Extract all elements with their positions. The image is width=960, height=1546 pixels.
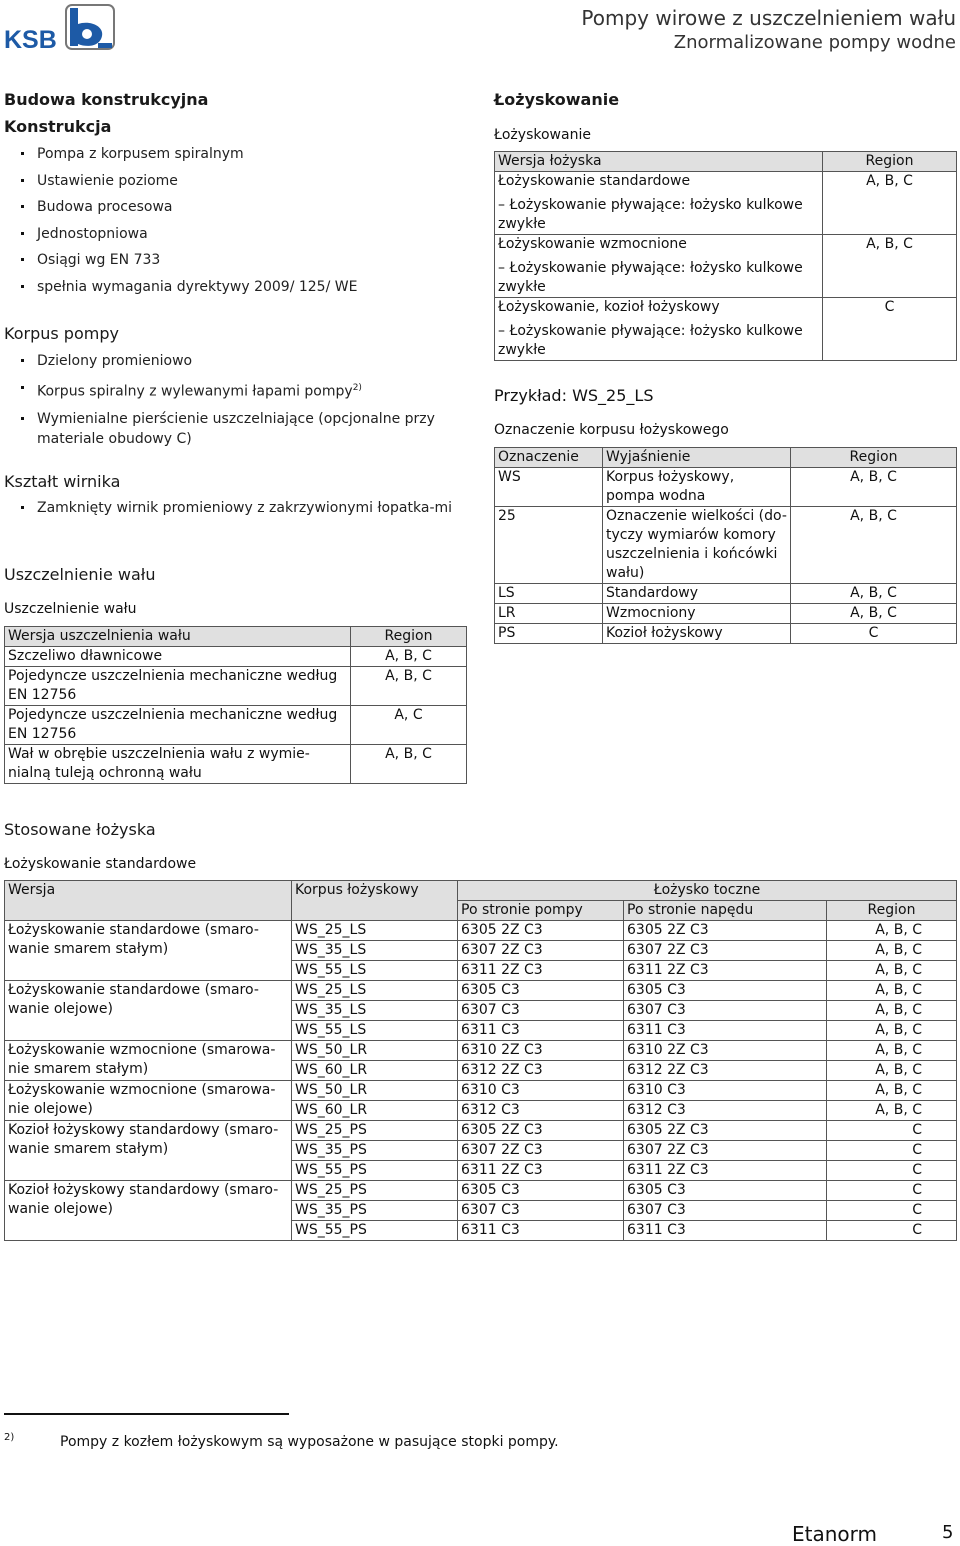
housing-table-label: Oznaczenie korpusu łożyskowego <box>494 422 729 438</box>
table-cell: C <box>827 1141 957 1161</box>
housing-designation-table <box>494 447 957 644</box>
shaft-seal-table <box>4 626 467 784</box>
table-cell: A, B, C <box>791 468 957 507</box>
table-cell: WS_35_PS <box>292 1141 458 1161</box>
column-header: Region <box>827 901 957 921</box>
table-cell: 6312 C3 <box>458 1101 624 1121</box>
table-cell: Oznaczenie wielkości (do-tyczy wymiarów komory uszczelnienia i końcówki wału) <box>603 507 791 584</box>
product-brand: Etanorm <box>792 1522 877 1546</box>
table-cell: 6307 2Z C3 <box>624 1141 827 1161</box>
table-cell: Korpus łożyskowy, pompa wodna <box>603 468 791 507</box>
column-header: Region <box>791 448 957 468</box>
table-cell: Kozioł łożyskowy <box>603 624 791 644</box>
table-cell: Pojedyncze uszczelnienia mechaniczne według EN 12756 <box>5 667 351 706</box>
table-cell: – Łożyskowanie pływające: łożysko kulkowe zwykłe <box>495 259 823 298</box>
table-header-row <box>5 881 957 901</box>
table-cell: WS_25_LS <box>292 921 458 941</box>
list-item: Zamknięty wirnik promieniowy z zakrzywionymi łopatka-mi <box>4 498 459 518</box>
table-cell: Łożyskowanie standardowe <box>495 172 823 197</box>
table-cell: 6311 2Z C3 <box>458 961 624 981</box>
table-row <box>495 196 957 235</box>
table-row <box>5 667 467 706</box>
wirnik-title: Kształt wirnika <box>4 472 121 491</box>
column-header: Po stronie napędu <box>624 901 827 921</box>
table-cell: 6312 2Z C3 <box>458 1061 624 1081</box>
table-cell: 6311 C3 <box>624 1221 827 1241</box>
table-cell: 6305 C3 <box>458 1181 624 1201</box>
table-cell: A, B, C <box>827 1101 957 1121</box>
konstrukcja-list <box>4 144 464 297</box>
table-cell: A, B, C <box>351 745 467 784</box>
footnote-ref: 2) <box>352 383 362 393</box>
list-item: spełnia wymagania dyrektywy 2009/ 125/ WE <box>4 277 464 297</box>
table-cell: Szczeliwo dławnicowe <box>5 647 351 667</box>
bearing-version-cell: Łożyskowanie wzmocnione (smarowa-nie olejowe) <box>5 1081 292 1121</box>
table-row <box>495 584 957 604</box>
table-cell: WS_25_LS <box>292 981 458 1001</box>
ksb-logo <box>4 2 116 50</box>
table-cell: WS_25_PS <box>292 1181 458 1201</box>
list-item: Jednostopniowa <box>4 224 464 244</box>
table-cell: 6307 C3 <box>458 1001 624 1021</box>
footnote-text: Pompy z kozłem łożyskowym są wyposażone w pasujące stopki pompy. <box>60 1434 559 1450</box>
table-row <box>5 745 467 784</box>
table-cell: 6307 C3 <box>458 1201 624 1221</box>
list-item: Ustawienie poziome <box>4 171 464 191</box>
table-cell: Łożyskowanie wzmocnione <box>495 235 823 260</box>
table-cell: 6312 2Z C3 <box>624 1061 827 1081</box>
wirnik-list <box>4 498 459 518</box>
table-cell: 6310 C3 <box>624 1081 827 1101</box>
table-header-row <box>495 448 957 468</box>
table-cell: A, B, C <box>827 1061 957 1081</box>
table-cell: C <box>827 1121 957 1141</box>
column-header: Region <box>823 152 957 172</box>
table-cell: 6307 2Z C3 <box>458 1141 624 1161</box>
column-header: Wyjaśnienie <box>603 448 791 468</box>
list-item: Budowa procesowa <box>4 197 464 217</box>
table-cell: C <box>827 1161 957 1181</box>
table-cell: A, B, C <box>827 961 957 981</box>
example-label: Przykład: WS_25_LS <box>494 386 654 405</box>
table-cell: WS_50_LR <box>292 1041 458 1061</box>
table-cell: 6310 C3 <box>458 1081 624 1101</box>
bearings-table <box>4 880 957 1241</box>
column-header: Łożysko toczne <box>458 881 957 901</box>
table-cell: Wał w obrębie uszczelnienia wału z wymie-nialną tuleją ochronną wału <box>5 745 351 784</box>
table-cell: 6307 2Z C3 <box>458 941 624 961</box>
table-cell: LS <box>495 584 603 604</box>
column-header: Po stronie pompy <box>458 901 624 921</box>
svg-text:KSB: KSB <box>4 26 57 50</box>
table-cell: – Łożyskowanie pływające: łożysko kulkowe zwykłe <box>495 322 823 361</box>
table-cell: A, B, C <box>823 235 957 260</box>
table-cell: A, B, C <box>791 584 957 604</box>
table-cell: Standardowy <box>603 584 791 604</box>
table-cell: 25 <box>495 507 603 584</box>
bearings-title: Stosowane łożyska <box>4 820 156 839</box>
table-row <box>495 322 957 361</box>
lozyskowanie-title: Łożyskowanie <box>494 90 620 109</box>
table-cell: WS_55_LS <box>292 1021 458 1041</box>
table-cell: A, B, C <box>827 1041 957 1061</box>
table-cell: A, B, C <box>791 507 957 584</box>
table-cell: LR <box>495 604 603 624</box>
table-header-row <box>5 627 467 647</box>
table-cell: 6311 C3 <box>624 1021 827 1041</box>
korpus-title: Korpus pompy <box>4 324 119 343</box>
table-row <box>5 1121 957 1141</box>
table-cell: A, B, C <box>827 1081 957 1101</box>
table-cell: C <box>827 1221 957 1241</box>
table-row <box>5 1041 957 1061</box>
table-cell: 6311 C3 <box>458 1221 624 1241</box>
list-item: Dzielony promieniowo <box>4 351 459 371</box>
table-cell: 6311 2Z C3 <box>624 1161 827 1181</box>
table-cell: 6305 C3 <box>624 1181 827 1201</box>
footnote-number: 2) <box>4 1432 15 1443</box>
footnote-rule <box>4 1413 289 1415</box>
table-cell: WS_25_PS <box>292 1121 458 1141</box>
table-cell: 6311 2Z C3 <box>458 1161 624 1181</box>
bearing-version-cell: Kozioł łożyskowy standardowy (smaro-wanie smarem stałym) <box>5 1121 292 1181</box>
table-cell: WS_35_LS <box>292 941 458 961</box>
table-cell: C <box>791 624 957 644</box>
table-cell: A, B, C <box>823 172 957 197</box>
table-cell: 6305 2Z C3 <box>458 1121 624 1141</box>
page-number: 5 <box>942 1522 954 1543</box>
table-cell: A, B, C <box>827 1021 957 1041</box>
table-row <box>495 507 957 584</box>
table-cell: C <box>827 1181 957 1201</box>
table-cell: Wzmocniony <box>603 604 791 624</box>
table-cell: PS <box>495 624 603 644</box>
table-row <box>5 1181 957 1201</box>
table-cell: WS_55_LS <box>292 961 458 981</box>
table-cell: A, B, C <box>351 647 467 667</box>
table-cell: 6312 C3 <box>624 1101 827 1121</box>
table-row <box>5 647 467 667</box>
table-cell: C <box>827 1201 957 1221</box>
table-cell: 6310 2Z C3 <box>458 1041 624 1061</box>
table-cell: 6307 2Z C3 <box>624 941 827 961</box>
table-row <box>5 706 467 745</box>
table-cell: A, B, C <box>791 604 957 624</box>
table-cell: 6305 C3 <box>624 981 827 1001</box>
uszczelnienie-table-label: Uszczelnienie wału <box>4 601 137 617</box>
table-cell: WS_35_LS <box>292 1001 458 1021</box>
table-header-row <box>495 152 957 172</box>
table-cell <box>823 322 957 361</box>
konstrukcja-title: Konstrukcja <box>4 117 112 136</box>
table-cell: – Łożyskowanie pływające: łożysko kulkowe zwykłe <box>495 196 823 235</box>
table-cell: 6311 2Z C3 <box>624 961 827 981</box>
table-row <box>495 604 957 624</box>
table-cell: WS_50_LR <box>292 1081 458 1101</box>
table-cell: Łożyskowanie, kozioł łożyskowy <box>495 298 823 323</box>
table-cell: A, B, C <box>827 921 957 941</box>
column-header: Wersja <box>5 881 292 921</box>
table-cell: 6307 C3 <box>624 1201 827 1221</box>
table-cell: WS_55_PS <box>292 1161 458 1181</box>
table-cell: 6305 2Z C3 <box>624 1121 827 1141</box>
table-cell: Pojedyncze uszczelnienia mechaniczne według EN 12756 <box>5 706 351 745</box>
bearing-version-cell: Kozioł łożyskowy standardowy (smaro-wanie olejowe) <box>5 1181 292 1241</box>
list-item: Wymienialne pierścienie uszczelniające (opcjonalne przy materiale obudowy C) <box>4 409 459 449</box>
uszczelnienie-title: Uszczelnienie wału <box>4 565 156 584</box>
column-header: Region <box>351 627 467 647</box>
table-cell: WS_60_LR <box>292 1061 458 1081</box>
column-header: Korpus łożyskowy <box>292 881 458 921</box>
korpus-list <box>4 351 459 449</box>
table-cell: C <box>823 298 957 323</box>
table-cell: WS_60_LR <box>292 1101 458 1121</box>
bearing-version-cell: Łożyskowanie wzmocnione (smarowa-nie smarem stałym) <box>5 1041 292 1081</box>
table-cell: 6307 C3 <box>624 1001 827 1021</box>
table-cell: A, C <box>351 706 467 745</box>
table-cell: WS_35_PS <box>292 1201 458 1221</box>
table-cell: WS <box>495 468 603 507</box>
table-row <box>495 468 957 507</box>
table-cell: 6305 C3 <box>458 981 624 1001</box>
table-row <box>495 298 957 323</box>
table-cell: A, B, C <box>827 941 957 961</box>
table-cell: 6311 C3 <box>458 1021 624 1041</box>
table-cell: 6310 2Z C3 <box>624 1041 827 1061</box>
bearings-table-label: Łożyskowanie standardowe <box>4 856 197 872</box>
list-item: Osiągi wg EN 733 <box>4 250 464 270</box>
table-row <box>495 172 957 197</box>
table-row <box>5 1081 957 1101</box>
column-header: Oznaczenie <box>495 448 603 468</box>
table-row <box>5 981 957 1001</box>
table-cell <box>823 259 957 298</box>
document-subtitle: Znormalizowane pompy wodne <box>673 32 956 53</box>
table-cell: A, B, C <box>351 667 467 706</box>
table-row <box>495 235 957 260</box>
section-title: Budowa konstrukcyjna <box>4 90 209 109</box>
table-cell: WS_55_PS <box>292 1221 458 1241</box>
list-item: Pompa z korpusem spiralnym <box>4 144 464 164</box>
table-cell <box>823 196 957 235</box>
document-title: Pompy wirowe z uszczelnieniem wału <box>581 6 956 30</box>
table-cell: A, B, C <box>827 981 957 1001</box>
table-row <box>495 624 957 644</box>
table-row <box>495 259 957 298</box>
column-header: Wersja uszczelnienia wału <box>5 627 351 647</box>
list-item: Korpus spiralny z wylewanymi łapami pompy$^{2)}$ <box>4 378 459 402</box>
bearing-version-cell: Łożyskowanie standardowe (smaro-wanie olejowe) <box>5 981 292 1041</box>
bearing-table-label: Łożyskowanie <box>494 127 591 143</box>
table-cell: 6305 2Z C3 <box>458 921 624 941</box>
bearing-version-table <box>494 151 957 361</box>
column-header: Wersja łożyska <box>495 152 823 172</box>
table-row <box>5 921 957 941</box>
bearing-version-cell: Łożyskowanie standardowe (smaro-wanie smarem stałym) <box>5 921 292 981</box>
table-cell: A, B, C <box>827 1001 957 1021</box>
table-cell: 6305 2Z C3 <box>624 921 827 941</box>
